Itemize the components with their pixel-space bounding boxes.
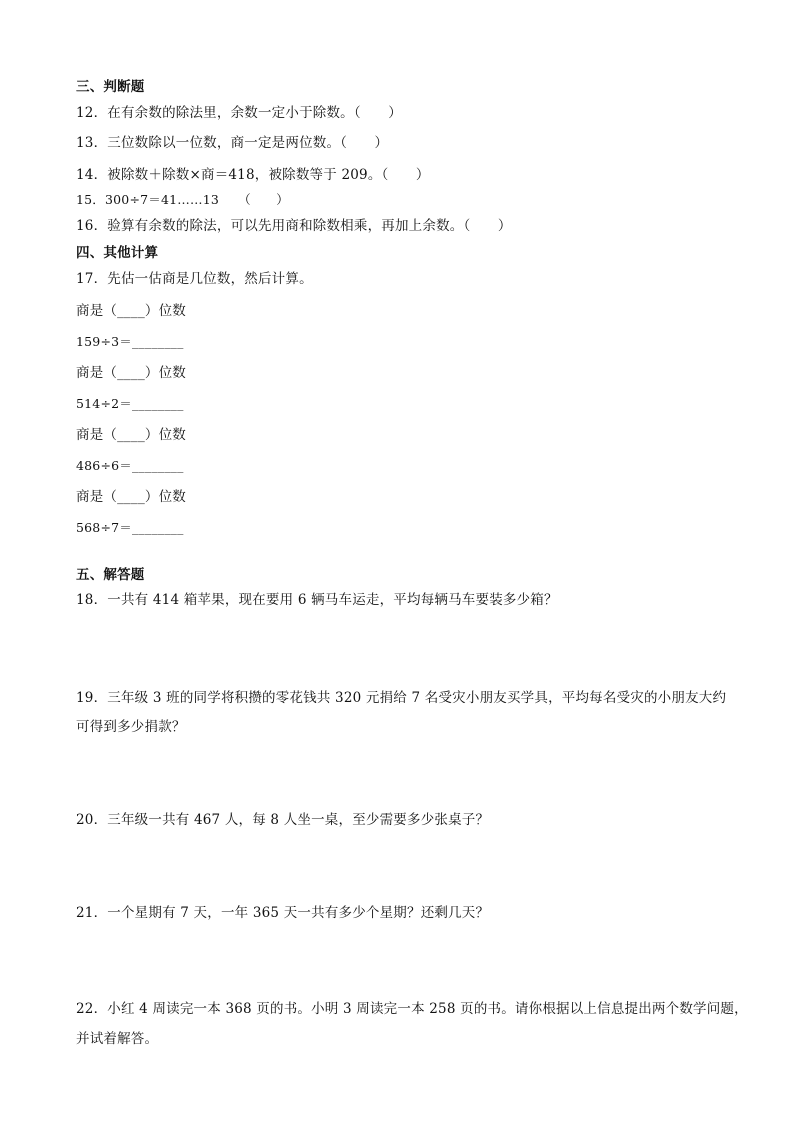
question-22-line-1: 22．小红 4 周读完一本 368 页的书。小明 3 周读完一本 258 页的书。请你根据以上信息提出两个数学问题， <box>76 1001 748 1017</box>
question-16: 16．验算有余数的除法，可以先用商和除数相乘，再加上余数。（ ） <box>76 218 512 234</box>
quotient-prompt-3: 商是（____）位数 <box>76 427 186 443</box>
question-20: 20．三年级一共有 467 人，每 8 人坐一桌，至少需要多少张桌子？ <box>76 812 490 828</box>
expression-1: 159÷3＝________ <box>76 334 184 349</box>
question-13: 13．三位数除以一位数，商一定是两位数。（ ） <box>76 135 389 151</box>
quotient-prompt-4: 商是（____）位数 <box>76 489 186 505</box>
expression-3: 486÷6＝________ <box>76 458 184 473</box>
expression-2: 514÷2＝________ <box>76 396 184 411</box>
section-4-title: 四、其他计算 <box>76 245 159 261</box>
question-18: 18．一共有 414 箱苹果，现在要用 6 辆马车运走，平均每辆马车要装多少箱？ <box>76 592 558 608</box>
question-15: 15．300÷7＝41……13 （ ） <box>76 192 289 207</box>
question-19-line-2: 可得到多少捐款？ <box>76 719 186 735</box>
section-5-title: 五、解答题 <box>76 567 145 583</box>
question-19-line-1: 19．三年级 3 班的同学将积攒的零花钱共 320 元捐给 7 名受灾小朋友买学具，平均每名受灾的小朋友大约 <box>76 690 727 706</box>
quotient-prompt-1: 商是（____）位数 <box>76 303 186 319</box>
expression-4: 568÷7＝________ <box>76 520 184 535</box>
question-17: 17．先估一估商是几位数，然后计算。 <box>76 271 313 287</box>
question-12: 12．在有余数的除法里，余数一定小于除数。（ ） <box>76 105 402 121</box>
question-14: 14．被除数＋除数×商＝418，被除数等于 209。（ ） <box>76 167 430 183</box>
question-21: 21．一个星期有 7 天，一年 365 天一共有多少个星期？还剩几天？ <box>76 905 490 921</box>
section-3-title: 三、判断题 <box>76 79 145 95</box>
question-22-line-2: 并试着解答。 <box>76 1031 159 1047</box>
quotient-prompt-2: 商是（____）位数 <box>76 365 186 381</box>
